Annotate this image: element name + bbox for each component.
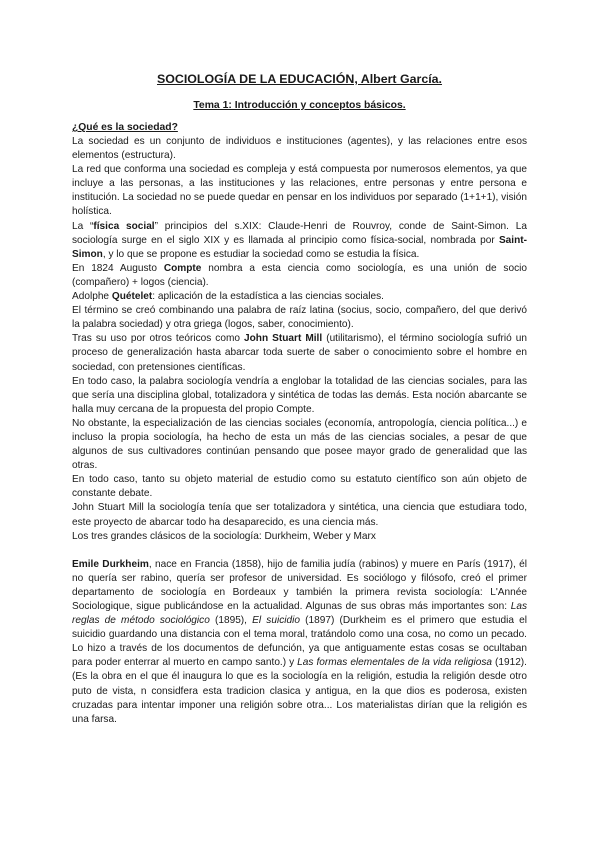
p7-text-c: (utilitarismo), el término sociología sufrió un proceso de generalización hasta abarcar toda suerte de saber o conocimiento sobre el hombre en sociedad, con pretensiones científicas.	[72, 333, 527, 373]
paragraph-10: En todo caso, tanto su objeto material de estudio como su estatuto científico son aún objeto de constante debate.	[72, 474, 527, 500]
paragraph-4	[72, 262, 527, 290]
section-heading: ¿Qué es la sociedad?	[72, 122, 178, 133]
p4-text-a: En 1824 Augusto	[72, 262, 164, 274]
bold-durkheim: Emile Durkheim	[72, 558, 149, 570]
paragraph-12: Los tres grandes clásicos de la sociología: Durkheim, Weber y Marx	[72, 530, 376, 542]
paragraph-2: La red que conforma una sociedad es compleja y está compuesta por numerosos elementos, ya que incluye a las personas, a las instituciones y las relaciones, entre personas y entre persona e institución. La sociedad no se puede quedar en pensar en los individuos por separado (1+1+1), visión holística.	[72, 164, 527, 218]
document-title: SOCIOLOGÍA DE LA EDUCACIÓN, Albert García.	[156, 72, 443, 86]
p3-text-a: La “	[72, 220, 94, 232]
paragraph-gap	[72, 544, 527, 558]
paragraph-3	[72, 220, 527, 262]
p7-bold-mill: John Stuart Mill	[244, 333, 323, 345]
p3-bold-saint-simon: Saint-Simon	[72, 234, 527, 260]
p3-text-c: ” principios del s.XIX: Claude-Henri de Rouvroy, conde de Saint-Simon. La sociología surge en el siglo XIX y es llamada al principio como física-social, nombrada por	[72, 220, 527, 246]
p5-bold-quetelet: Quételet	[111, 291, 153, 303]
italic-suicidio: El suicidio	[252, 615, 300, 627]
p7-text-a: Tras su uso por otros teóricos como	[72, 333, 245, 345]
p5-text-a: Adolphe	[72, 291, 112, 303]
italic-formas-elementales: Las formas elementales de la vida religiosa	[297, 657, 492, 669]
paragraph-8: En todo caso, la palabra sociología vendría a englobar la totalidad de las ciencias sociales, para las que sería una disciplina global, totalizadora y sintética de todas las demás. Esta noción abarcante se halla muy cercana de la propuesta del propio Compte.	[72, 375, 527, 415]
paragraph-6: El término se creó combinando una palabra de raíz latina (socius, socio, compañero, del que derivó la palabra sociedad) y otra griega (logos, saber, conocimiento).	[72, 305, 527, 331]
p4-text-c: nombra a esta ciencia como sociología, es una unión de socio (compañero) + logos (ciencia).	[72, 262, 527, 288]
paragraph-5	[72, 290, 527, 304]
p5-text-c: : aplicación de la estadística a las ciencias sociales.	[152, 291, 384, 303]
italic-reglas: Las reglas de método sociológico	[72, 601, 527, 627]
document-page	[72, 72, 527, 727]
paragraph-durkheim	[72, 558, 527, 727]
p13-text-h: (1912). (Es la obra en el que él inaugura lo que es la sociología en la religión, estudia la religión desde otro puto de vista, n considfera esta tradicion clasica y antigua, en la que dios es poderosa, existen cruzadas para intentar imponer una religión sobre otra... Los materialistas dirían que la religión es una farsa.	[72, 657, 527, 725]
p3-bold-fisica-social: física social	[93, 220, 155, 232]
paragraph-9: No obstante, la especialización de las ciencias sociales (economía, antropología, ciencia política...) e incluso la propia sociología, ha hecho de esta un más de las ciencias sociales, a pesar de que algunos de sus cultivadores continúan pensando que posee mayor grado de generalidad que las otras.	[72, 417, 527, 472]
p13-text-d: (1895),	[209, 615, 253, 627]
paragraph-1: La sociedad es un conjunto de individuos e instituciones (agentes), y las relaciones entre esos elementos (estructura).	[72, 136, 527, 162]
document-subtitle: Tema 1: Introducción y conceptos básicos.	[193, 100, 406, 111]
paragraph-7	[72, 332, 527, 374]
p13-text-b: , nace en Francia (1858), hijo de familia judía (rabinos) y muere en París (1917), él no quería ser rabino, quería ser profesor de universidad. Es sociólogo y filósofo, creó el primer departamento de sociología en Bordeaux y también la primera revista sociología: L'Année Sociologique, sigue publicándose en la actualidad. Algunas de sus obras más importantes son:	[72, 558, 527, 612]
p13-text-f: (1897) (Durkheim es el primero que estudia el suicidio guardando una distancia con el tema moral, tratándolo como una cosa, no como un pecado. Lo hizo a través de los documentos de defunción, ya que antiguamente estas cosas se ocultaban para poder enterrar al muerto en campo santo.) y	[72, 615, 528, 669]
p4-bold-compte: Compte	[163, 262, 202, 274]
paragraph-11: John Stuart Mill la sociología tenía que ser totalizadora y sintética, una ciencia que estudiara todo, este proyecto de abarcar todo ha desaparecido, es una ciencia más.	[72, 502, 527, 528]
p3-text-e: , y lo que se propone es estudiar la sociedad como se estudia la física.	[102, 248, 420, 260]
